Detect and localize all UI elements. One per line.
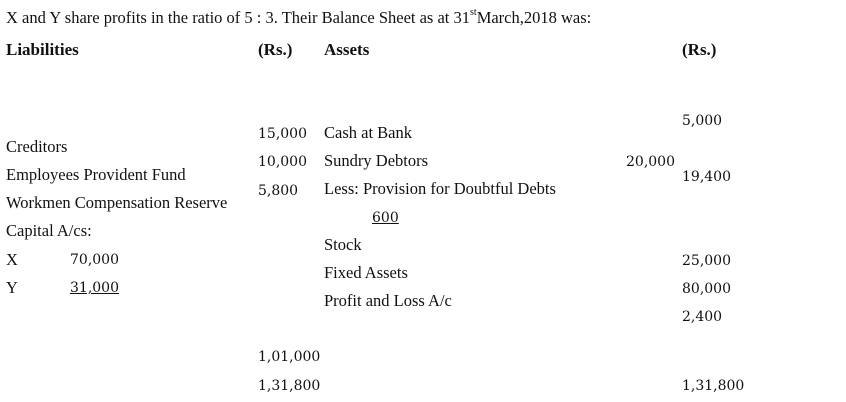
creditors-amount: 15,000 (258, 126, 307, 142)
provision-label: Less: Provision for Doubtful Debts (324, 179, 556, 198)
pl-amount: 2,400 (682, 309, 723, 325)
epf-label: Employees Provident Fund (6, 165, 186, 184)
debtors-gross-amount: 20,000 (626, 154, 675, 170)
rs-header-right: (Rs.) (682, 40, 717, 59)
stock-amount: 25,000 (682, 253, 731, 269)
capital-total-amount: 1,01,000 (258, 349, 321, 365)
epf-amount: 10,000 (258, 154, 307, 170)
rs-header-left: (Rs.) (258, 40, 293, 59)
provision-amount: 600 (372, 210, 399, 226)
assets-header: Assets (324, 40, 370, 59)
cash-amount: 5,000 (682, 113, 723, 129)
pl-label: Profit and Loss A/c (324, 291, 452, 310)
fixed-assets-label: Fixed Assets (324, 263, 408, 282)
capital-label: Capital A/cs: (6, 221, 92, 240)
cash-label: Cash at Bank (324, 123, 412, 142)
debtors-net-amount: 19,400 (682, 169, 731, 185)
capital-x-value: 70,000 (70, 252, 119, 268)
debtors-label: Sundry Debtors (324, 151, 429, 170)
capital-y-value: 31,000 (70, 280, 119, 296)
wcr-amount: 5,800 (258, 183, 299, 199)
creditors-label: Creditors (6, 137, 68, 156)
intro-text: X and Y share profits in the ratio of 5 : 3. Their Balance Sheet as at 31stMarch,2018 was: (6, 6, 592, 27)
wcr-label: Workmen Compensation Reserve (6, 193, 228, 212)
fixed-assets-amount: 80,000 (682, 281, 731, 297)
liabilities-header: Liabilities (6, 40, 79, 59)
capital-x-label: X (6, 250, 18, 269)
assets-total: 1,31,800 (682, 378, 745, 394)
capital-y-label: Y (6, 278, 18, 297)
liabilities-total: 1,31,800 (258, 378, 321, 394)
stock-label: Stock (324, 235, 362, 254)
